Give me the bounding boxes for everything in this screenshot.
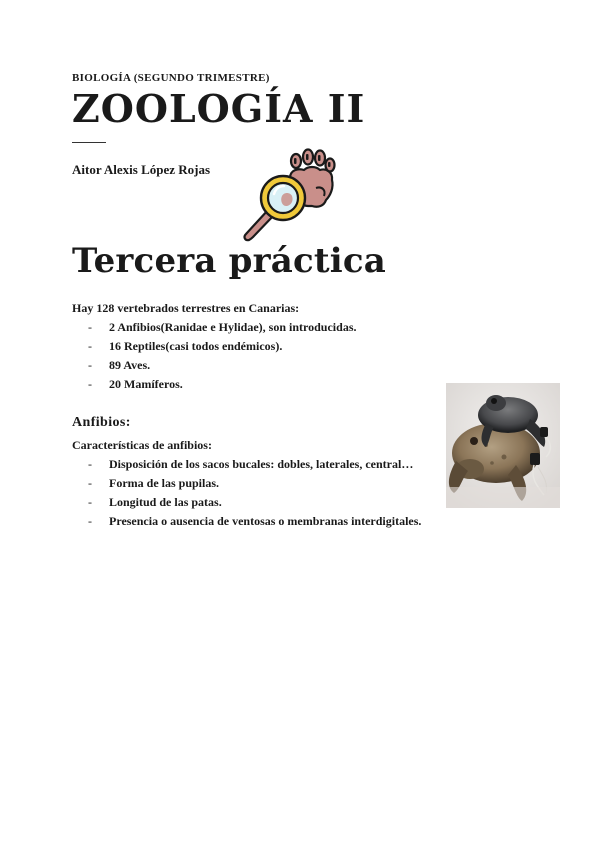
anfibios-heading: Anfibios: — [72, 415, 131, 430]
anfibios-list — [88, 455, 421, 531]
toads-photo — [446, 383, 560, 508]
title-divider — [72, 142, 106, 143]
subject-label: BIOLOGÍA (SEGUNDO TRIMESTRE) — [72, 72, 270, 84]
list-item: - 20 Mamíferos. — [88, 375, 357, 394]
list-item: - Forma de las pupilas. — [88, 474, 421, 493]
list-item: - 89 Aves. — [88, 356, 357, 375]
list-item: - 16 Reptiles(casi todos endémicos). — [88, 337, 357, 356]
list-item: - 2 Anfibios(Ranidae e Hylidae), son introducidas. — [88, 318, 357, 337]
magnifier-paw-icon — [238, 148, 340, 244]
vertebrates-list — [88, 318, 357, 394]
page-title: ZOOLOGÍA II — [72, 86, 366, 131]
section-title: Tercera práctica — [72, 241, 387, 281]
list-item: - Longitud de las patas. — [88, 493, 421, 512]
list-item: - Disposición de los sacos bucales: dobles, laterales, central… — [88, 455, 421, 474]
intro-text: Hay 128 vertebrados terrestres en Canarias: — [72, 301, 300, 315]
list-item: - Presencia o ausencia de ventosas o membranas interdigitales. — [88, 512, 421, 531]
anfibios-subheading: Características de anfibios: — [72, 438, 212, 452]
author-name: Aitor Alexis López Rojas — [72, 162, 211, 177]
